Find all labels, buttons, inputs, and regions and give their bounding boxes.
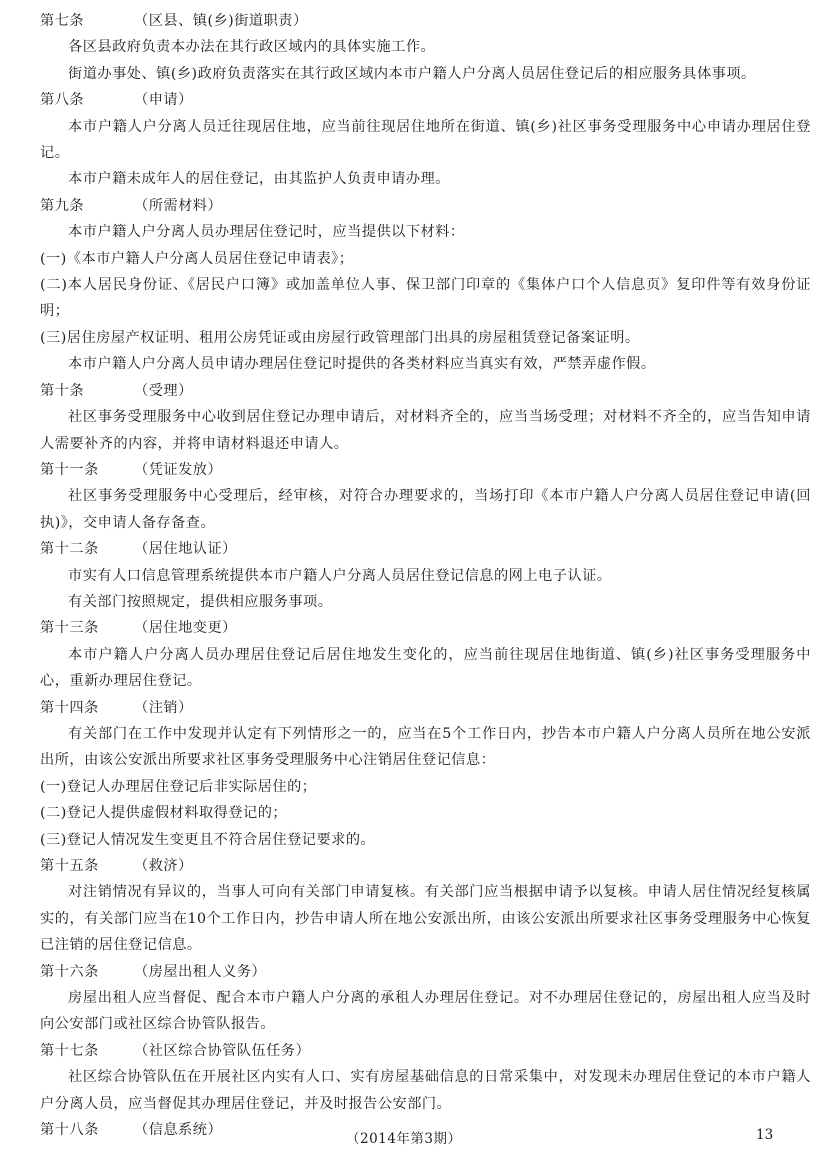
issue-label: （2014年第3期） xyxy=(346,1131,462,1147)
paragraph: 本市户籍未成年人的居住登记，由其监护人负责申请办理。 xyxy=(68,171,450,188)
article-number: 第十六条 xyxy=(40,963,99,980)
paragraph: 有关部门按照规定，提供相应服务事项。 xyxy=(68,593,333,610)
article-title: （信息系统） xyxy=(134,1122,223,1139)
article-number: 第十四条 xyxy=(40,699,99,716)
article-heading xyxy=(40,853,811,879)
article-heading xyxy=(40,536,811,562)
paragraph: 本市户籍人户分离人员办理居住登记时，应当提供以下材料： xyxy=(68,224,465,241)
article-number: 第八条 xyxy=(40,92,85,109)
list-item: (二)登记人提供虚假材料取得登记的； xyxy=(40,805,288,822)
article-number: 第十五条 xyxy=(40,858,99,874)
list-item: (二)本人居民身份证、《居民户口簿》或加盖单位人事、保卫部门印章的《集体户口个人信息页》复印件等有效身份证明； xyxy=(40,277,811,320)
article-title: （申请） xyxy=(134,92,193,109)
list-item: (三)登记人情况发生变更且不符合居住登记要求的。 xyxy=(40,831,376,848)
paragraph: 社区综合协管队伍在开展社区内实有人口、实有房屋基础信息的日常采集中，对发现未办理居住登记的本市户籍人户分离人员，应当督促其办理居住登记，并及时报告公安部门。 xyxy=(40,1069,811,1112)
article-heading xyxy=(40,193,811,219)
paragraph: 社区事务受理服务中心收到居住登记办理申请后，对材料齐全的，应当当场受理；对材料不齐全的，应当告知申请人需要补齐的内容，并将申请材料退还申请人。 xyxy=(40,409,811,452)
list-item: (一)《本市户籍人户分离人员居住登记申请表》； xyxy=(40,250,354,267)
article-number: 第十一条 xyxy=(40,461,99,478)
paragraph: 对注销情况有异议的，当事人可向有关部门申请复核。有关部门应当根据申请予以复核。申请人居住情况经复核属实的，有关部门应当在10个工作日内，抄告申请人所在地公安派出所，由该公安派出所要求社区事务受理服务中心恢复已注销的居住登记信息。 xyxy=(40,884,811,954)
article-number: 第十三条 xyxy=(40,620,99,637)
paragraph: 本市户籍人户分离人员迁往现居住地，应当前往现居住地所在街道、镇(乡)社区事务受理服务中心申请办理居住登记。 xyxy=(40,118,811,162)
list-item: (三)居住房屋产权证明、租用公房凭证或由房屋行政管理部门出具的房屋租赁登记备案证明。 xyxy=(40,329,640,346)
article-title: （社区综合协管队伍任务） xyxy=(134,1042,311,1059)
paragraph: 各区县政府负责本办法在其行政区域内的具体实施工作。 xyxy=(68,39,436,56)
article-number: 第七条 xyxy=(40,13,85,29)
article-title: （受理） xyxy=(134,382,193,399)
article-heading xyxy=(40,378,811,404)
article-number: 第十八条 xyxy=(40,1122,99,1139)
paragraph: 本市户籍人户分离人员申请办理居住登记时提供的各类材料应当真实有效，严禁弄虚作假。 xyxy=(68,356,656,373)
paragraph: 市实有人口信息管理系统提供本市户籍人户分离人员居住登记信息的网上电子认证。 xyxy=(68,567,612,584)
article-heading xyxy=(40,457,811,483)
page-footer xyxy=(0,1127,827,1151)
article-heading xyxy=(40,87,811,113)
article-title: （房屋出租人义务） xyxy=(134,963,267,980)
paragraph: 社区事务受理服务中心受理后，经审核，对符合办理要求的，当场打印《本市户籍人户分离人员居住登记申请(回执)》，交申请人备存备查。 xyxy=(40,488,811,531)
article-number: 第九条 xyxy=(40,197,85,214)
list-item: (一)登记人办理居住登记后非实际居住的； xyxy=(40,778,317,795)
article-number: 第十七条 xyxy=(40,1042,99,1059)
article-number: 第十条 xyxy=(40,382,85,399)
article-heading xyxy=(40,615,811,641)
paragraph: 房屋出租人应当督促、配合本市户籍人户分离的承租人办理居住登记。对不办理居住登记的，房屋出租人应当及时向公安部门或社区综合协管队报告。 xyxy=(40,990,811,1033)
article-heading xyxy=(40,8,811,34)
article-title: （凭证发放） xyxy=(134,461,223,478)
page-number: 13 xyxy=(756,1127,774,1143)
article-heading xyxy=(40,959,811,985)
article-title: （区县、镇(乡)街道职责） xyxy=(134,13,308,29)
article-heading xyxy=(40,1038,811,1064)
article-title: （注销） xyxy=(134,699,193,716)
paragraph: 有关部门在工作中发现并认定有下列情形之一的，应当在5个工作日内，抄告本市户籍人户分离人员所在地公安派出所，由该公安派出所要求社区事务受理服务中心注销居住登记信息： xyxy=(40,725,811,769)
article-heading xyxy=(40,695,811,721)
paragraph: 街道办事处、镇(乡)政府负责落实在其行政区域内本市户籍人户分离人员居住登记后的相应服务具体事项。 xyxy=(68,65,756,82)
article-number: 第十二条 xyxy=(40,541,99,558)
article-title: （救济） xyxy=(134,858,193,874)
document-body xyxy=(40,8,811,1143)
article-title: （居住地认证） xyxy=(134,541,237,558)
article-title: （居住地变更） xyxy=(134,620,237,637)
article-title: （所需材料） xyxy=(134,197,223,214)
paragraph: 本市户籍人户分离人员办理居住登记后居住地发生变化的，应当前往现居住地街道、镇(乡)社区事务受理服务中心，重新办理居住登记。 xyxy=(40,646,811,690)
